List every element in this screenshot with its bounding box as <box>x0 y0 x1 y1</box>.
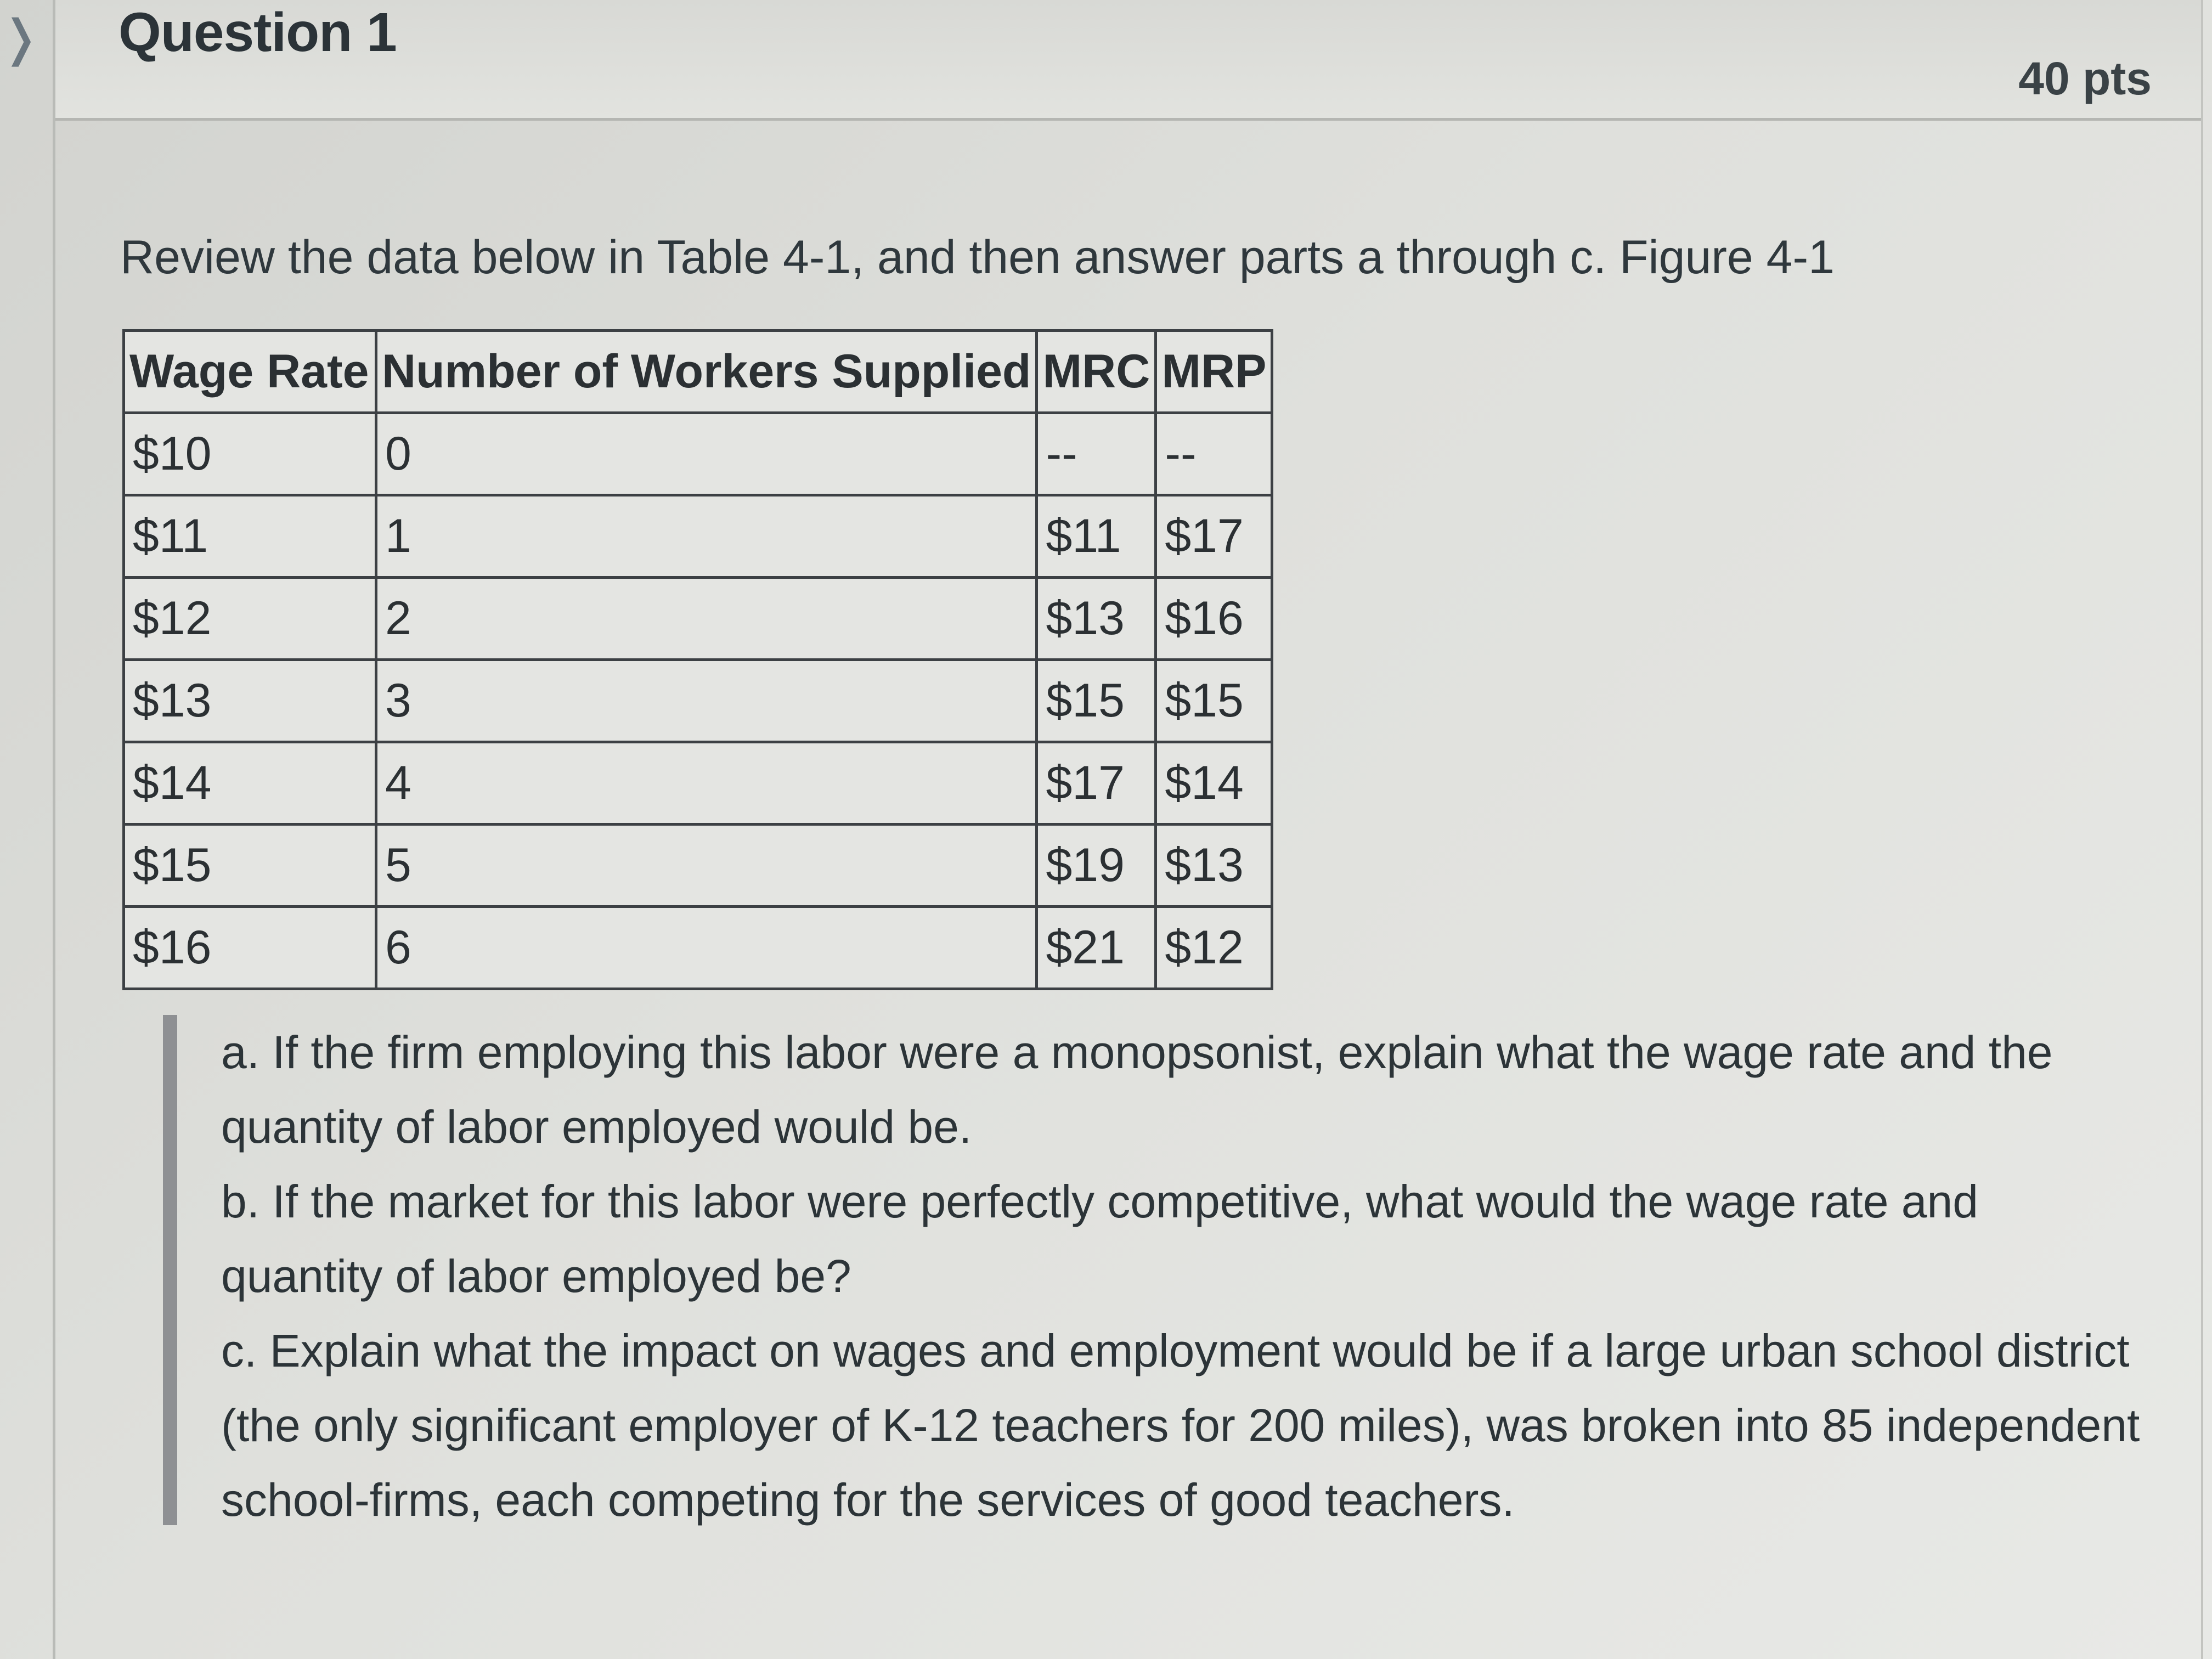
table-row <box>124 660 1272 742</box>
table-row <box>124 413 1272 495</box>
table-row <box>124 495 1272 578</box>
table-row <box>124 578 1272 660</box>
question-part-a: a. If the firm employing this labor were a monopsonist, explain what the wage rate and the quantity of labor employed would be. <box>221 1026 2053 1153</box>
question-body <box>55 121 2201 1659</box>
cell-mrc: $19 <box>1037 825 1156 907</box>
cell-workers: 0 <box>376 413 1037 495</box>
cell-wage: $13 <box>124 660 376 742</box>
cell-mrp: $14 <box>1156 742 1272 825</box>
cell-mrc: -- <box>1037 413 1156 495</box>
question-intro: Review the data below in Table 4-1, and then answer parts a through c. Figure 4-1 <box>120 231 1835 284</box>
cell-mrc: $21 <box>1037 907 1156 989</box>
cell-wage: $15 <box>124 825 376 907</box>
question-parts-blockquote <box>163 1015 2193 1525</box>
header-mrc: MRC <box>1037 331 1156 413</box>
cell-wage: $12 <box>124 578 376 660</box>
cell-wage: $10 <box>124 413 376 495</box>
cell-workers: 2 <box>376 578 1037 660</box>
cell-workers: 1 <box>376 495 1037 578</box>
cell-mrc: $15 <box>1037 660 1156 742</box>
question-points: 40 pts <box>2018 53 2152 104</box>
header-workers-supplied: Number of Workers Supplied <box>376 331 1037 413</box>
cell-mrp: $17 <box>1156 495 1272 578</box>
question-header <box>55 0 2201 121</box>
data-table <box>122 329 1273 990</box>
cell-mrp: -- <box>1156 413 1272 495</box>
table-row <box>124 825 1272 907</box>
question-part-c: c. Explain what the impact on wages and employment would be if a large urban school district (the only significant employer of K-12 teachers for 200 miles), was broken into 85 independent school-firms, each competing for the services of good teachers. <box>221 1325 2140 1526</box>
cell-wage: $16 <box>124 907 376 989</box>
cell-mrp: $12 <box>1156 907 1272 989</box>
cell-mrp: $15 <box>1156 660 1272 742</box>
cell-workers: 6 <box>376 907 1037 989</box>
cell-workers: 5 <box>376 825 1037 907</box>
cell-mrc: $17 <box>1037 742 1156 825</box>
chevron-right-icon[interactable]: ❭ <box>0 11 42 66</box>
cell-wage: $14 <box>124 742 376 825</box>
header-wage-rate: Wage Rate <box>124 331 376 413</box>
cell-workers: 4 <box>376 742 1037 825</box>
table-row <box>124 742 1272 825</box>
cell-mrc: $13 <box>1037 578 1156 660</box>
cell-mrc: $11 <box>1037 495 1156 578</box>
question-title: Question 1 <box>119 2 397 63</box>
question-card <box>53 0 2203 1659</box>
cell-mrp: $13 <box>1156 825 1272 907</box>
question-part-b: b. If the market for this labor were perfectly competitive, what would the wage rate and quantity of labor employed be? <box>221 1176 1978 1302</box>
table-row <box>124 907 1272 989</box>
cell-wage: $11 <box>124 495 376 578</box>
cell-workers: 3 <box>376 660 1037 742</box>
cell-mrp: $16 <box>1156 578 1272 660</box>
header-mrp: MRP <box>1156 331 1272 413</box>
table-header-row <box>124 331 1272 413</box>
